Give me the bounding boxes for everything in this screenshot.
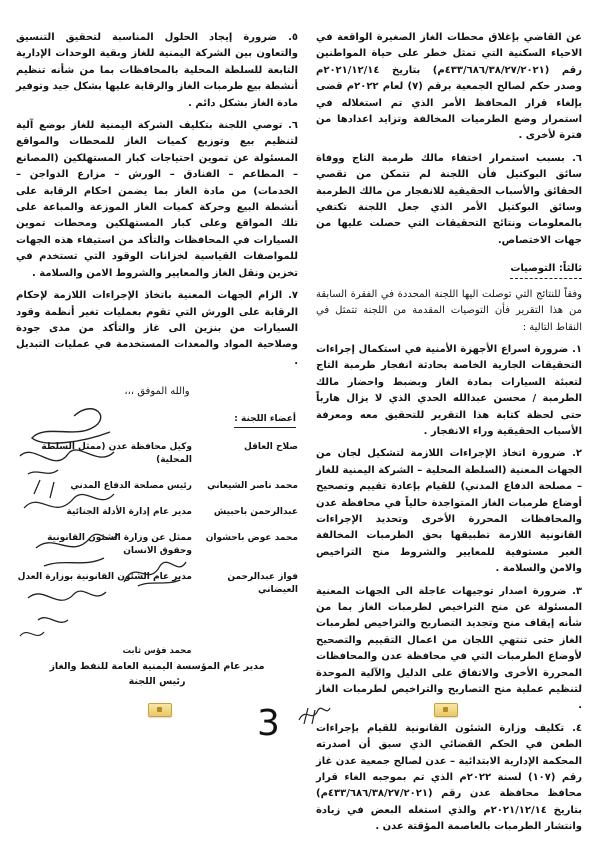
committee-heading: أعضاء اللجنة : (234, 411, 296, 428)
binder-tab-left (148, 703, 172, 717)
intro-paragraph: عن القاضي بإغلاق محطات الغاز الصغيرة الواقعة في الاحياء السكنية التي تمثل خطر على حياة المواطنين رقم (٤٣٣/٦٨٦/٣٨/٢٧/٢٠٢١م) بتاريخ ٢٠٢١/١٢/١٤م وصدر حكم لصالح الجمعية برقم (٧) لعام ٢٠٢٢م قضى بإلغاء قرار المحافظ الأمر الذي تم استغلاله في استمرار وضع الطرميات المخالفة وتزايد اعدادها من فترة لأخرى . (316, 32, 582, 142)
member-title: رئيس مصلحة الدفاع المدني (70, 480, 192, 491)
member-name: محمد عوض باحشوان (205, 532, 298, 543)
committee-heading-wrap (16, 411, 298, 428)
member-name: فواز عبدالرحمن العيضاني (227, 571, 298, 595)
recommendation-6-text: توصي اللجنة بتكليف الشركة اليمنية للغاز بوضع آلية لتنظيم بيع وتوزيع كميات الغاز للمحطات والمواقع المسئولة عن تموين احتياجات كبار المستهلكين (المصانع – المطاعم – الفنادق – الورش – مزارع الدواجن – الخدمات) من مادة الغاز بما يضمن احكام الرقابة على أنشطة البيع وحركة كميات الغاز الموزعة والمباعة على تلك المواقع وعلى كبار المستهلكين ومحطات تموين السيارات في المحافظات والتأكد من استيفاء هذه الجهات للمواصفات القياسية لخزانات الوقود التي تستخدم في تخزين ونقل الغاز والمعايير والشروط الامن والسلامة . (16, 120, 298, 279)
recommendation-4-number: ٤. (572, 722, 582, 734)
member-title: وكيل محافظة عدن (ممثل السلطة المحلية) (41, 441, 192, 465)
recommendation-4-text: تكليف وزارة الشئون القانونية للقيام بإجراءات الطعن في الحكم القضائي الذي سبق أن اصدرته المحكمة الإدارية الابتدائية – عدن لصالح جمعية عدن غاز رقم (١٠٧) لسنة ٢٠٢٢م الذي تم بموجبه الغاء قرار محافظ محافظة عدن رقم (٤٣٣/٦٨٦/٣٨/٢٧/٢٠٢١م) بتاريخ ٢٠٢١/١٢/١٤م والذي استغله البعض في زيادة وانتشار الطرمبات بالعاصمة المؤقتة عدن . (315, 722, 582, 833)
members-list (16, 441, 298, 597)
recommendation-5 (16, 30, 298, 112)
member-name: صلاح العاقل (244, 441, 298, 452)
recommendation-3 (316, 584, 582, 715)
recommendation-3-number: ٣. (572, 585, 583, 597)
point-6 (316, 151, 582, 249)
recommendation-6-number: ٦. (288, 120, 299, 132)
recommendation-3-text: ضرورة اصدار توجيهات عاجلة الى الجهات المعنية المسئولة عن منح التراخيص لطرمبات الغاز بما من شأنه إيقاف منح وتجديد التصاريح والتراخيص لطرمبات الغاز حتى تنتهي اللجان من اعمال التقييم والتصحيح لأوضاع الطرمبات التي في محافظة عدن والمحافظات المحررة الأخرى والاتفاق على الدليل والآلية الموحدة لتنظيم عملية منح التصاريح والتراخيص لطرمبات الغاز . (316, 585, 582, 712)
recommendation-4 (316, 721, 582, 836)
closing-phrase: والله الموفق ،،، (124, 386, 190, 398)
member-name: عبدالرحمن باحبيش (213, 506, 298, 517)
recommendation-6 (16, 118, 298, 282)
member-name: محمد ناصر الشيعاني (207, 480, 298, 491)
page-number: 3 (257, 703, 280, 744)
chair-name: محمد فؤس ثابت (122, 645, 192, 656)
left-column (16, 30, 298, 689)
member-row (16, 441, 298, 467)
recommendation-1-number: ١. (572, 343, 582, 355)
recommendations-heading-wrap (316, 255, 582, 286)
recommendations-heading: ثالثاً: التوصيات (510, 261, 582, 278)
member-title: مدير عام إدارة الأدلة الجنائية (66, 506, 192, 517)
chair-role: رئيس اللجنة (128, 675, 186, 687)
member-row (16, 571, 298, 597)
point-6-number: ٦. (572, 152, 582, 164)
recommendation-2-number: ٢. (572, 448, 583, 460)
member-title: مدير عام الشئون القانونية بوزارة العدل (17, 571, 192, 582)
recommendation-7 (16, 288, 298, 370)
recommendation-1 (316, 342, 582, 440)
recommendation-7-text: الزام الجهات المعنية باتخاذ الإجراءات اللازمة لإحكام الرقابة على الورش التي تقوم بعمليات تغير أنظمة وقود السيارات من بنزين الى غاز والتأكد من مدى جودة وصلاحية المواد والمعدات المستخدمة في عمليات التبديل . (16, 290, 298, 367)
recommendation-2 (316, 446, 582, 577)
recommendation-5-number: ٥. (288, 32, 298, 43)
recommendation-2-text: ضرورة اتخاذ الإجراءات اللازمة لتشكيل لجان من الجهات المعنية (السلطة المحلية – الشركة اليمنية للغاز – مصلحة الدفاع المدني) للقيام بإعادة تقييم وتصحيح أوضاع طرمبات الغاز المتواجدة حالياً في محافظة عدن والمحافظات المحررة الأخرى وتحديد الإجراءات القانونية اللازمة تطبيقها بحق الطرمبات المخالفة الغير مستوفية للمعايير والشروط منح التراخيص والامن والسلامة . (316, 448, 582, 575)
committee-chair (16, 643, 298, 689)
recommendation-5-text: ضرورة إيجاد الحلول المناسبة لتحقيق التنسيق والتعاون بين الشركة اليمنية للغاز وبقية الوحدات الإدارية التابعة للسلطة المحلية بالمحافظات بما من شأنه تنظيم أنشطة بيع طرمبات الغاز والرقابة عليها بشكل جيد وتوفير مادة الغاز بشكل دائم . (16, 32, 298, 109)
recommendations-intro: وفقاً للنتائج التي توصلت اليها اللجنة المحددة في الفقرة السابقة من هذا التقرير فأن التوصيات المقدمة من اللجنة تتمثل في النقاط التالية : (316, 288, 582, 333)
member-row (16, 532, 298, 558)
recommendation-1-text: ضرورة اسراع الأجهزة الأمنية في استكمال إجراءات التحقيقات الجارية الخاصة بحادثة انفجار طرمبة التاج لتعبئة السيارات بمادة الغاز وبضبط واحضار مالك الطرمبة / محسن عبدالله الحدي الذي لا يزال هارباً حتى لحظة كتابة هذا التقرير للتحقيق معه ومعرفة الأسباب الحقيقية وراء الانفجار . (316, 343, 582, 437)
member-row (16, 506, 298, 519)
member-row (16, 480, 298, 493)
recommendation-7-number: ٧. (288, 290, 298, 302)
right-column (316, 30, 582, 842)
member-title: ممثل عن وزارة الشئون القانونية وحقوق الانسان (47, 532, 192, 556)
point-6-text: بسبب استمرار اختفاء مالك طرمبة التاج ووفاة سائق البوكتيل فأن اللجنة لم تتمكن من تقصي الحقائق والأسباب الحقيقية للانفجار من مالك الطرمبة وسائق البوكتيل الأمر الذي جعل اللجنة تكتفي بالمعلومات ونتائج التحقيقات التي حصلت عليها من جهات الاختصاص. (316, 152, 582, 246)
binder-tab-right (434, 703, 458, 717)
chair-title: مدير عام المؤسسة اليمنية العامة للنفط والغاز (49, 660, 265, 672)
